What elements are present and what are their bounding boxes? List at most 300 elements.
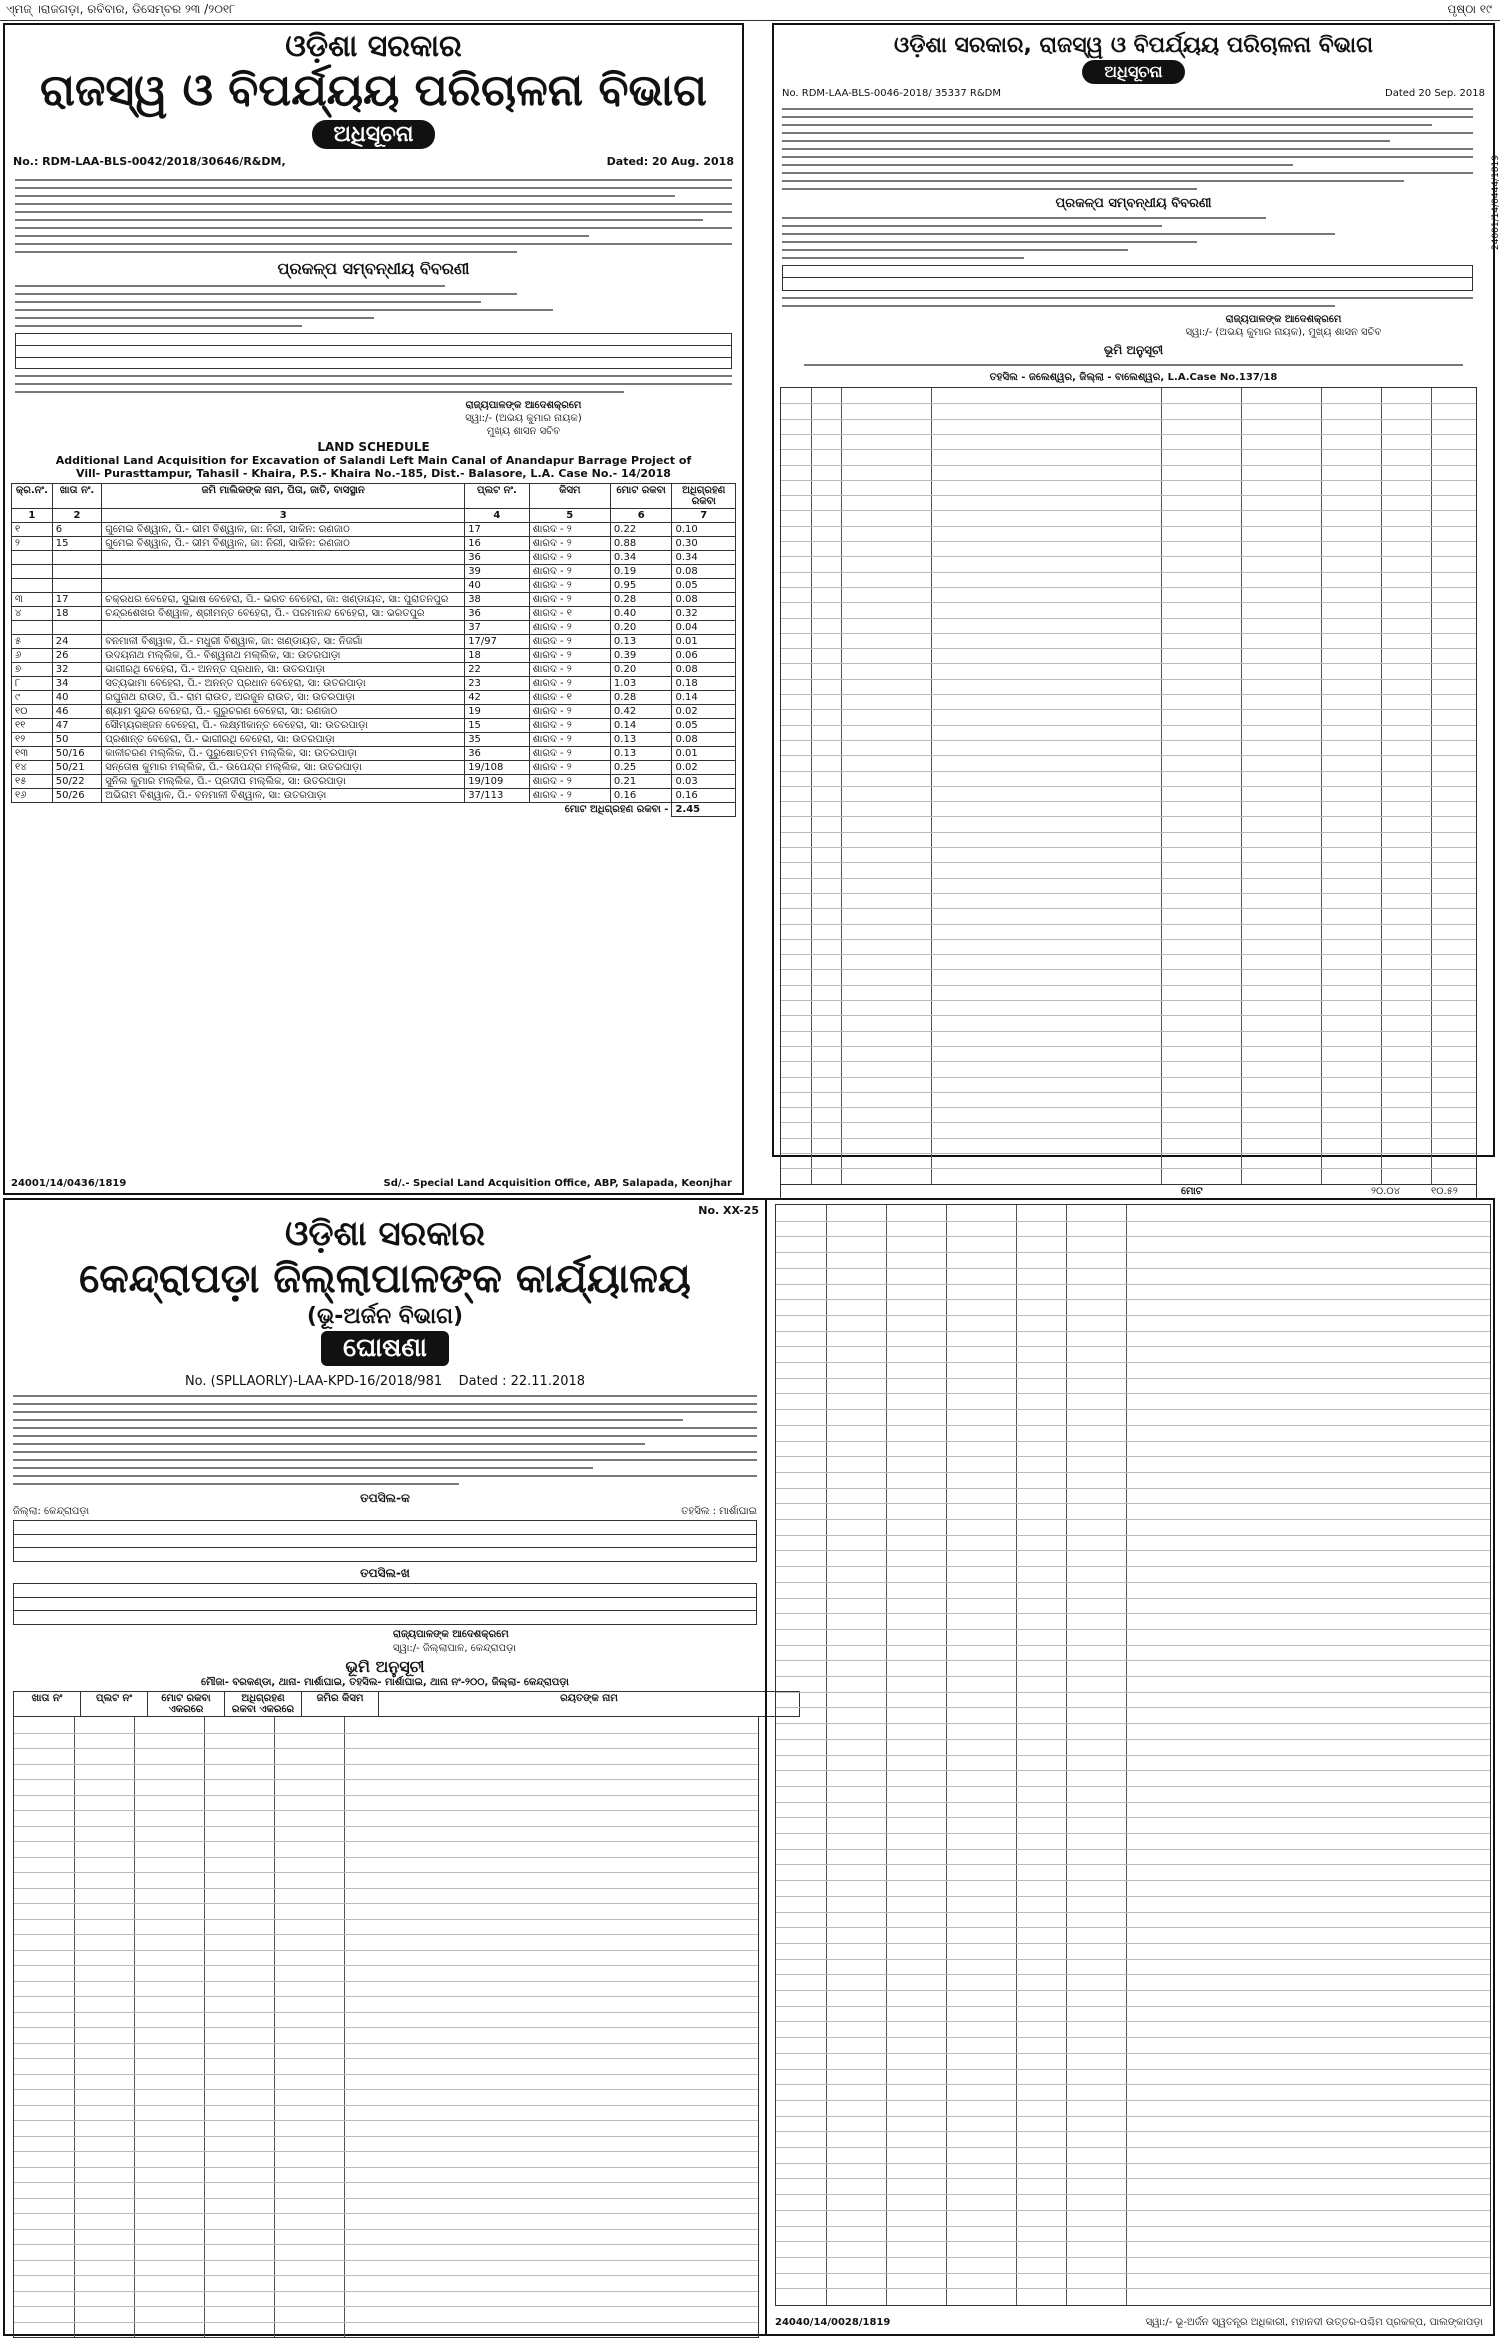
row-rule [776, 1503, 1490, 1504]
notice-2 [772, 23, 1501, 1197]
row-rule [14, 2182, 758, 2183]
row-rule [776, 1817, 1490, 1818]
table-cell: ଶ୍ୟାମ ସୁନ୍ଦର ବେହେରା, ପି.- ଗୁରୁଚରଣ ବେହେରା, ସା: ରଣଜାଠ [102, 705, 465, 719]
table-cell: ୧୪ [12, 761, 53, 775]
table-cell: 22 [465, 663, 529, 677]
table-cell: 19/108 [465, 761, 529, 775]
row-rule [14, 1841, 758, 1842]
table-row [12, 635, 736, 649]
row-rule [776, 1456, 1490, 1457]
table-cell: ଶାରଦ - ୨ [529, 565, 610, 579]
column-header: ମୋଟ ରକବା [610, 484, 672, 509]
notice-3-date: Dated : 22.11.2018 [458, 1374, 586, 1389]
table-cell: 0.10 [672, 523, 736, 537]
table-cell: ଶାରଦ - ୨ [529, 677, 610, 691]
row-rule [776, 1676, 1490, 1677]
row-rule [14, 1779, 758, 1780]
notice-2-project-list [782, 217, 1473, 259]
row-rule [14, 1996, 758, 1997]
notice-1-detail-table [15, 333, 732, 369]
table-cell [12, 551, 53, 565]
row-rule [14, 2074, 758, 2075]
row-rule [776, 2053, 1490, 2054]
row-rule [776, 1912, 1490, 1913]
row-rule [776, 1488, 1490, 1489]
row-rule [14, 2275, 758, 2276]
row-rule [781, 786, 1476, 787]
notice-3-code: 24040/14/0028/1819 [775, 2317, 891, 2328]
row-rule [776, 1441, 1490, 1442]
row-rule [14, 2089, 758, 2090]
table-row [12, 621, 736, 635]
table-row [12, 537, 736, 551]
column-header: ଜମି ମାଲିକଙ୍କ ନାମ, ପିତା, ଜାତି, ବାସସ୍ଥାନ [102, 484, 465, 509]
table-cell: ସୁନିଲ କୁମାର ମଲ୍ଲିକ, ପି.- ପ୍ରଦୀପ ମଲ୍ଲିକ, ସା: ଉତରପାଡ଼ା [102, 775, 465, 789]
notice-3-schedule-title: ଭୂମି ଅନୁସୂଚୀ [345, 1657, 425, 1676]
table-row [12, 663, 736, 677]
row-rule [776, 1550, 1490, 1551]
row-rule [781, 618, 1476, 619]
notice-3-body-text [13, 1395, 757, 1485]
table-cell: ଶାରଦ - ୨ [529, 649, 610, 663]
table-cell: ଶାରଦ - ୨ [529, 775, 610, 789]
table-cell: ୧୫ [12, 775, 53, 789]
notice-1-objection-text [15, 375, 732, 393]
table-cell [102, 579, 465, 593]
table-row [12, 607, 736, 621]
column-header: ଖାତା ନଂ. [52, 484, 101, 509]
notice-2-total-acquired: ୧୦.୫୨ [1431, 1186, 1458, 1197]
table-cell: 17/97 [465, 635, 529, 649]
table-cell: 0.25 [610, 761, 672, 775]
notice-2-section-title: ପ୍ରକଳ୍ପ ସମ୍ବନ୍ଧୀୟ ବିବରଣୀ [1055, 196, 1212, 211]
row-rule [14, 2058, 758, 2059]
row-rule [14, 2043, 758, 2044]
table-cell: 0.14 [610, 719, 672, 733]
row-rule [781, 541, 1476, 542]
notice-3-table-b-title: ତପସିଲ-ଖ [360, 1566, 410, 1580]
row-rule [776, 1645, 1490, 1646]
notice-1-sign-name: ସ୍ୱା:/- (ଅଭୟ କୁମାର ନାୟକ) [465, 413, 582, 424]
table-cell: 50/26 [52, 789, 101, 803]
table-cell: 40 [465, 579, 529, 593]
table-cell: ୧୧ [12, 719, 53, 733]
table-header-row [14, 1692, 800, 1717]
notice-3-left-column [5, 1200, 765, 2336]
row-rule [14, 2027, 758, 2028]
column-header: ଅଧିଗ୍ରହଣ ରକବା [672, 484, 736, 509]
row-rule [776, 1629, 1490, 1630]
table-cell: 0.01 [672, 635, 736, 649]
row-rule [776, 1331, 1490, 1332]
table-cell: 50/22 [52, 775, 101, 789]
table-cell: 0.42 [610, 705, 672, 719]
row-rule [781, 954, 1476, 955]
notice-3 [3, 1198, 1495, 2336]
table-row [12, 551, 736, 565]
table-row [12, 677, 736, 691]
row-rule [781, 465, 1476, 466]
notice-1-section-title: ପ୍ରକଳ୍ପ ସମ୍ବନ୍ଧୀୟ ବିବରଣୀ [277, 259, 470, 278]
row-rule [781, 740, 1476, 741]
row-rule [781, 1107, 1476, 1108]
row-rule [14, 2213, 758, 2214]
row-rule [781, 403, 1476, 404]
row-rule [776, 1943, 1490, 1944]
table-cell: 18 [465, 649, 529, 663]
table-cell: 0.05 [672, 579, 736, 593]
row-rule [776, 1864, 1490, 1865]
notice-3-table-b [13, 1583, 757, 1625]
row-rule [781, 648, 1476, 649]
row-rule [781, 847, 1476, 848]
row-rule [776, 1660, 1490, 1661]
notice-3-schedule-table [13, 1691, 800, 1717]
notice-3-tahasil: ତହସିଲ : ମାର୍ଶାଘାଇ [681, 1506, 757, 1517]
table-header-row [12, 484, 736, 509]
table-cell: 0.22 [610, 523, 672, 537]
table-row [12, 523, 736, 537]
total-value: 2.45 [672, 803, 736, 817]
notice-1-number: No.: RDM-LAA-BLS-0042/2018/30646/R&DM, [13, 155, 286, 168]
notice-2-schedule-title: ଭୂମି ଅନୁସୂଚୀ [1103, 343, 1164, 357]
table-cell: 19/109 [465, 775, 529, 789]
row-rule [776, 1849, 1490, 1850]
table-cell: 19 [465, 705, 529, 719]
row-rule [776, 1692, 1490, 1693]
row-rule [776, 2116, 1490, 2117]
row-rule [781, 602, 1476, 603]
table-cell: ଗୁମେଇ ବିଶ୍ୱାଳ, ପି.- ଭୀମ ବିଶ୍ୱାଳ, ଜା: ନିରୀ, ସାକିନ: ରଣଜାଠ [102, 537, 465, 551]
row-rule [14, 1981, 758, 1982]
table-cell: 0.18 [672, 677, 736, 691]
column-divider [765, 1200, 767, 2336]
table-cell: ଶାରଦ - ୨ [529, 733, 610, 747]
row-rule [776, 1393, 1490, 1394]
table-cell: 0.88 [610, 537, 672, 551]
table-cell [52, 565, 101, 579]
table-cell: ଶାରଦ - ୨ [529, 705, 610, 719]
table-cell: ୧ [12, 523, 53, 537]
table-cell: 0.39 [610, 649, 672, 663]
table-cell: ଶାରଦ - ୨ [529, 719, 610, 733]
row-rule [776, 2006, 1490, 2007]
table-cell: ଶାରଦ - ୧ [529, 691, 610, 705]
newspaper-date-line: ଏ୍ମଜ୍ ।ରାଜଗଡ଼ା, ରବିବାର, ଡିସେମ୍ବର ୨୩ /୨୦୧୮ [6, 2, 236, 16]
row-rule [14, 1950, 758, 1951]
row-rule [776, 1739, 1490, 1740]
row-rule [781, 893, 1476, 894]
row-rule [781, 419, 1476, 420]
notice-3-table-a-title: ତପସିଲ-କ [360, 1491, 410, 1505]
row-rule [776, 2210, 1490, 2211]
row-rule [776, 2288, 1490, 2289]
table-row [12, 789, 736, 803]
column-number: 5 [529, 509, 610, 523]
row-rule [14, 1764, 758, 1765]
table-cell: ବନମାଳୀ ବିଶ୍ୱାଳ, ପି.- ମଧୁରୀ ବିଶ୍ୱାଳ, ଜା: ଖଣ୍ଡାୟତ, ସା: ନିଜଗାଁ [102, 635, 465, 649]
row-rule [776, 2163, 1490, 2164]
table-cell: 0.40 [610, 607, 672, 621]
row-rule [781, 1000, 1476, 1001]
table-cell: ଶାରଦ - ୨ [529, 635, 610, 649]
row-rule [781, 449, 1476, 450]
notice-2-sign-name: ସ୍ୱା:/- (ଅଭୟ କୁମାର ନାୟକ), ମୁଖ୍ୟ ଶାସନ ସଚିବ [1185, 327, 1382, 338]
row-rule [14, 1903, 758, 1904]
table-cell: 40 [52, 691, 101, 705]
row-rule [776, 2257, 1490, 2258]
row-rule [776, 1409, 1490, 1410]
row-rule [14, 2229, 758, 2230]
row-rule [776, 2021, 1490, 2022]
row-rule [14, 2151, 758, 2152]
row-rule [14, 1857, 758, 1858]
row-rule [776, 1613, 1490, 1614]
table-row [12, 593, 736, 607]
row-rule [14, 1919, 758, 1920]
row-rule [781, 1077, 1476, 1078]
notice-1-code: 24001/14/0436/1819 [11, 1178, 127, 1189]
column-number: 1 [12, 509, 53, 523]
table-cell: 0.30 [672, 537, 736, 551]
table-cell: 36 [465, 747, 529, 761]
row-rule [781, 556, 1476, 557]
table-cell: 36 [465, 607, 529, 621]
table-row [12, 565, 736, 579]
row-rule [781, 587, 1476, 588]
notice-3-docno: No. XX-25 [698, 1204, 759, 1217]
table-cell [12, 565, 53, 579]
table-cell [102, 621, 465, 635]
row-rule [781, 526, 1476, 527]
column-header: ପ୍ଲଟ ନଂ. [465, 484, 529, 509]
notice-3-district: ଜିଲ୍ଲା: କେନ୍ଦ୍ରାପଡ଼ା [13, 1506, 90, 1517]
table-cell: 0.32 [672, 607, 736, 621]
row-rule [14, 2244, 758, 2245]
row-rule [776, 1880, 1490, 1881]
row-rule [781, 480, 1476, 481]
table-cell: ଶାରଦ - ୨ [529, 621, 610, 635]
row-rule [776, 1959, 1490, 1960]
row-rule [781, 969, 1476, 970]
table-cell: 16 [465, 537, 529, 551]
table-cell: 17 [52, 593, 101, 607]
notice-2-body-text [782, 108, 1473, 190]
column-header: ଖାତା ନଂ [14, 1692, 81, 1717]
row-rule [14, 2306, 758, 2307]
table-row [12, 579, 736, 593]
row-rule [14, 2136, 758, 2137]
table-cell: ଚକ୍ରଧର ବେହେରା, ସୁଭାଷ ବେହେରା, ପି.- ଭରତ ବେହେରା, ଜା: ଖଣ୍ଡାୟତ, ସା: ପୁରାତନପୁର [102, 593, 465, 607]
table-row [12, 761, 736, 775]
row-rule [776, 2084, 1490, 2085]
notice-2-gov: ଓଡ଼ିଶା ସରକାର, ରାଜସ୍ୱ ଓ ବିପର୍ଯ୍ୟୟ ପରିଚାଳନା ବିଭାଗ [894, 33, 1373, 58]
table-cell: 0.13 [610, 733, 672, 747]
table-cell: ଶାରଦ - ୨ [529, 523, 610, 537]
row-rule [776, 2100, 1490, 2101]
row-rule [14, 2322, 758, 2323]
table-cell: 0.19 [610, 565, 672, 579]
notice-3-footer: ସ୍ୱା:/- ଭୂ-ଅର୍ଜନ ସ୍ୱତନ୍ତ୍ର ଅଧିକାରୀ, ମହାନଦୀ ଉତ୍ତର-ପଶ୍ଚିମ ପ୍ରକଳ୍ପ, ପାଲଙ୍କାପଡ଼ା [1145, 2317, 1483, 2328]
column-number: 6 [610, 509, 672, 523]
row-rule [776, 1378, 1490, 1379]
notice-3-sign-name: ସ୍ୱା:/- ଜିଲ୍ଲାପାଳ, କେନ୍ଦ୍ରାପଡ଼ା [393, 1643, 516, 1654]
table-cell: ୨ [12, 537, 53, 551]
row-rule [776, 1582, 1490, 1583]
row-rule [776, 1519, 1490, 1520]
table-row [12, 649, 736, 663]
row-rule [781, 1092, 1476, 1093]
row-rule [776, 1770, 1490, 1771]
table-cell [12, 579, 53, 593]
notice-2-objection-text [782, 297, 1473, 307]
table-cell [12, 621, 53, 635]
schedule-subtitle-2: Vill- Purasttampur, Tahasil - Khaira, P.S.- Khaira No.-185, Dist.- Balasore, L.A. Case No.- 14/2018 [76, 467, 671, 480]
table-cell: ରଘୁନାଥ ରାଉତ, ପି.- ରାମ ରାଉତ, ଅରଜୁନ ରାଉତ, ସା: ଉତରପାଡ଼ା [102, 691, 465, 705]
row-rule [776, 1707, 1490, 1708]
row-rule [781, 495, 1476, 496]
row-rule [776, 1252, 1490, 1253]
notice-2-total-label: ମୋଟ [1181, 1186, 1203, 1197]
table-cell: 17 [465, 523, 529, 537]
row-rule [14, 2105, 758, 2106]
row-rule [776, 2037, 1490, 2038]
column-number: 4 [465, 509, 529, 523]
row-rule [776, 1566, 1490, 1567]
notice-3-schedule-rows [13, 1717, 759, 2338]
row-rule [781, 572, 1476, 573]
table-cell: ୭ [12, 663, 53, 677]
table-cell: ଶାରଦ - ୨ [529, 593, 610, 607]
table-cell: ସନ୍ତୋଷ କୁମାର ମଲ୍ଲିକ, ପି.- ଉପେନ୍ଦ୍ର ମଲ୍ଲିକ, ସା: ଉତରପାଡ଼ା [102, 761, 465, 775]
table-cell: 0.13 [610, 635, 672, 649]
column-header: ଜମିର କିସମ [302, 1692, 379, 1717]
row-rule [776, 1362, 1490, 1363]
row-rule [781, 985, 1476, 986]
row-rule [14, 1934, 758, 1935]
table-cell: 0.01 [672, 747, 736, 761]
row-rule [781, 908, 1476, 909]
row-rule [781, 771, 1476, 772]
table-cell: ଉଦୟନାଥ ମଲ୍ଲିକ, ପି.- ବିଶ୍ୱନାଥ ମଲ୍ଲିକ, ସା: ଉତରପାଡ଼ା [102, 649, 465, 663]
table-cell: ୪ [12, 607, 53, 621]
table-cell: ୧୬ [12, 789, 53, 803]
table-cell: 26 [52, 649, 101, 663]
notice-1-date: Dated: 20 Aug. 2018 [606, 155, 734, 168]
column-number: 3 [102, 509, 465, 523]
table-total-row [12, 803, 736, 817]
row-rule [781, 862, 1476, 863]
column-header: ମୋଟ ରକବା ଏକରରେ [148, 1692, 225, 1717]
land-schedule-table [11, 483, 736, 817]
table-cell: 0.08 [672, 733, 736, 747]
row-rule [776, 1896, 1490, 1897]
column-header: ପ୍ଲଟ ନଂ [81, 1692, 148, 1717]
row-rule [776, 1755, 1490, 1756]
notice-3-subtitle: (ଭୂ-ଅର୍ଜନ ବିଭାଗ) [306, 1304, 464, 1329]
row-rule [776, 2226, 1490, 2227]
notice-3-gov: ଓଡ଼ିଶା ସରକାର [284, 1214, 486, 1254]
table-cell: 15 [52, 537, 101, 551]
notice-2-side-code: 24001/14/0444/1819 [1491, 155, 1501, 250]
row-rule [781, 1015, 1476, 1016]
table-row [12, 747, 736, 761]
row-rule [781, 679, 1476, 680]
notice-1-badge: ଅଧିସୂଚନା [312, 120, 436, 149]
table-cell: 0.06 [672, 649, 736, 663]
notice-2-schedule-desc [804, 364, 1463, 366]
row-rule [781, 1153, 1476, 1154]
table-cell: 0.03 [672, 775, 736, 789]
notice-2-land-table [780, 387, 1477, 1185]
table-cell: ଶାରଦ - ୨ [529, 789, 610, 803]
table-cell [52, 579, 101, 593]
table-cell: 50/16 [52, 747, 101, 761]
notice-2-total-area: ୨୦.୦୪ [1371, 1186, 1401, 1197]
table-cell: 0.13 [610, 747, 672, 761]
notice-3-office: କେନ୍ଦ୍ରାପଡ଼ା ଜିଲ୍ଲାପାଳଙ୍କ କାର୍ଯ୍ୟାଳୟ [79, 1256, 691, 1302]
row-rule [776, 1833, 1490, 1834]
table-cell: 38 [465, 593, 529, 607]
row-rule [776, 1284, 1490, 1285]
table-cell: ସତ୍ୟଭାମା ବେହେରା, ପି.- ଅନନ୍ତ ପ୍ରଧାନ ବେହେରା, ସା: ଉତରପାଡ଼ା [102, 677, 465, 691]
row-rule [14, 2120, 758, 2121]
row-rule [14, 2198, 758, 2199]
row-rule [776, 1236, 1490, 1237]
table-cell: ଶାରଦ - ୨ [529, 551, 610, 565]
table-cell: 0.16 [610, 789, 672, 803]
table-cell: 0.34 [672, 551, 736, 565]
row-rule [776, 2147, 1490, 2148]
table-row [12, 719, 736, 733]
notice-2-number: No. RDM-LAA-BLS-0046-2018/ 35337 R&DM [782, 88, 1001, 99]
table-cell: ୬ [12, 649, 53, 663]
row-rule [14, 1872, 758, 1873]
row-rule [776, 2131, 1490, 2132]
table-cell: ଶାରଦ - ୨ [529, 747, 610, 761]
table-cell: ୧୩ [12, 747, 53, 761]
table-cell: 0.08 [672, 663, 736, 677]
row-rule [14, 2167, 758, 2168]
table-cell: ସୌମ୍ୟରଞ୍ଜନ ବେହେରା, ପି.- ଲକ୍ଷ୍ମୀକାନ୍ତ ବେହେରା, ସା: ଉତରପାଡ଼ା [102, 719, 465, 733]
table-cell: ୧୨ [12, 733, 53, 747]
table-cell: 0.20 [610, 663, 672, 677]
row-rule [781, 510, 1476, 511]
row-rule [776, 1299, 1490, 1300]
notice-1-dept: ରାଜସ୍ୱ ଓ ବିପର୍ଯ୍ୟୟ ପରିଚାଳନା ବିଭାଗ [40, 65, 707, 116]
row-rule [781, 1122, 1476, 1123]
table-cell: 35 [465, 733, 529, 747]
row-rule [14, 1965, 758, 1966]
table-cell: 0.02 [672, 761, 736, 775]
row-rule [781, 924, 1476, 925]
column-header: ଅଧିଗ୍ରହଣ ରକବା ଏକରରେ [225, 1692, 302, 1717]
notice-3-table-a [13, 1520, 757, 1562]
row-rule [781, 878, 1476, 879]
table-cell: ଶାରଦ - ୨ [529, 761, 610, 775]
row-rule [776, 1315, 1490, 1316]
table-colnum-row [12, 509, 736, 523]
table-cell: 39 [465, 565, 529, 579]
table-cell: କାଳୀଚରଣ ମଲ୍ଲିକ, ପି.- ପୁରୁଷୋତ୍ତମ ମଲ୍ଲିକ, ସା: ଉତରପାଡ଼ା [102, 747, 465, 761]
table-cell: 0.04 [672, 621, 736, 635]
table-cell: 0.16 [672, 789, 736, 803]
notice-3-right-column-table [775, 1204, 1491, 2306]
row-rule [14, 2291, 758, 2292]
row-rule [781, 434, 1476, 435]
table-cell: 36 [465, 551, 529, 565]
table-cell: ପ୍ରଶାନ୍ତ ବେହେରା, ପି.- ଭାଗୀରଥି ବେହେରା, ସା: ଉତରପାଡ଼ା [102, 733, 465, 747]
